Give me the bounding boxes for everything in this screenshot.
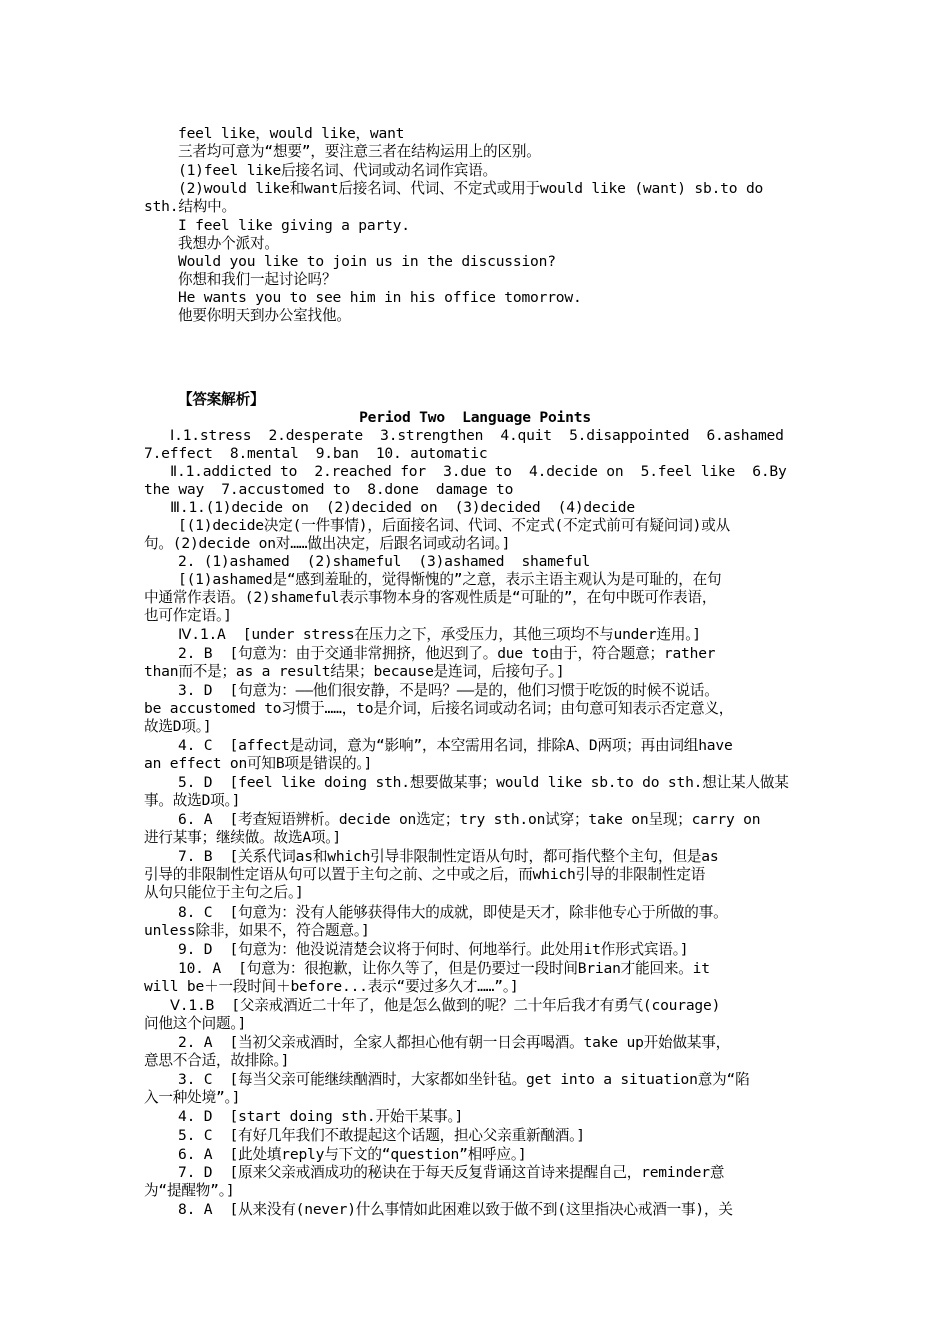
answer-line: 8. A [从来没有(never)什么事情如此困难以致于做不到(这里指决心戒酒一事)，关 <box>178 1201 733 1218</box>
answer-line: 7. D [原来父亲戒酒成功的秘诀在于每天反复背诵这首诗来提醒自己，reminder意 <box>178 1164 725 1181</box>
answer-line: [(1)decide决定(一件事情)，后面接名词、代词、不定式(不定式前可有疑问词)或从 <box>178 517 731 534</box>
answer-line: 4. C [affect是动词，意为“影响”，本空需用名词，排除A、D两项；再由词组have <box>178 737 733 754</box>
intro-line: 三者均可意为“想要”，要注意三者在结构运用上的区别。 <box>178 143 541 160</box>
answer-line: an effect on可知B项是错误的。] <box>144 755 373 772</box>
answer-line: 9. D [句意为：他没说清楚会议将于何时、何地举行。此处用it作形式宾语。] <box>178 941 689 958</box>
answer-line: Ⅰ.1.stress 2.desperate 3.strengthen 4.quit 5.disappointed 6.ashamed <box>170 427 784 444</box>
answer-line: 句。(2)decide on对……做出决定，后跟名词或动名词。] <box>144 535 511 552</box>
intro-line: 你想和我们一起讨论吗？ <box>178 271 337 288</box>
intro-line: feel like，would like，want <box>178 125 405 142</box>
answer-line: 故选D项。] <box>144 718 212 735</box>
answer-line: unless除非，如果不，符合题意。] <box>144 922 370 939</box>
answer-line: 2. (1)ashamed (2)shameful (3)ashamed shameful <box>178 553 591 570</box>
answer-line: 7.effect 8.mental 9.ban 10. automatic <box>144 445 488 462</box>
answer-header: 【答案解析】 <box>178 391 265 408</box>
answer-line: 进行某事；继续做。故选A项。] <box>144 829 341 846</box>
answer-line: 8. C [句意为：没有人能够获得伟大的成就，即使是天才，除非他专心于所做的事。 <box>178 904 728 921</box>
answer-line: 6. A [此处填reply与下文的“question”相呼应。] <box>178 1146 527 1163</box>
intro-line: sth.结构中。 <box>144 198 236 215</box>
answer-line: [(1)ashamed是“感到羞耻的，觉得惭愧的”之意，表示主语主观认为是可耻的，在句 <box>178 571 722 588</box>
answer-line: 4. D [start doing sth.开始干某事。] <box>178 1108 464 1125</box>
answer-line: 为“提醒物”。] <box>144 1182 235 1199</box>
answer-line: 问他这个问题。] <box>144 1015 247 1032</box>
intro-line: (2)would like和want后接名词、代词、不定式或用于would like (want) sb.to do <box>178 180 764 197</box>
answer-line: 引导的非限制性定语从句可以置于主句之前、之中或之后，而which引导的非限制性定语 <box>144 866 706 883</box>
answer-line: 事。故选D项。] <box>144 792 241 809</box>
intro-line: (1)feel like后接名词、代词或动名词作宾语。 <box>178 162 497 179</box>
answer-line: 意思不合适，故排除。] <box>144 1052 290 1069</box>
answer-line: the way 7.accustomed to 8.done damage to <box>144 481 514 498</box>
answer-line: 5. D [feel like doing sth.想要做某事；would like sb.to do sth.想让某人做某 <box>178 774 789 791</box>
answer-line: be accustomed to习惯于……，to是介词，后接名词或动名词；由句意可知表示否定意义， <box>144 700 734 717</box>
answer-line: will be＋一段时间＋before...表示“要过多久才……”。] <box>144 978 519 995</box>
answer-line: 从句只能位于主句之后。] <box>144 884 304 901</box>
answer-line: 2. A [当初父亲戒酒时，全家人都担心他有朝一日会再喝酒。take up开始做某事， <box>178 1034 731 1051</box>
answer-line: Ⅳ.1.A [under stress在压力之下，承受压力，其他三项均不与under连用。] <box>178 626 701 643</box>
answer-line: 3. D [句意为：——他们很安静，不是吗？——是的，他们习惯于吃饭的时候不说话。 <box>178 682 719 699</box>
answer-line: 6. A [考查短语辨析。decide on选定；try sth.on试穿；take on呈现；carry on <box>178 811 761 828</box>
answer-line: 入一种处境”。] <box>144 1089 241 1106</box>
answer-line: 中通常作表语。(2)shameful表示事物本身的客观性质是“可耻的”，在句中既可作表语， <box>144 589 717 606</box>
answer-line: 3. C [每当父亲可能继续酗酒时，大家都如坐针毡。get into a situation意为“陷 <box>178 1071 750 1088</box>
period-title: Period Two Language Points <box>359 409 591 426</box>
intro-line: He wants you to see him in his office tomorrow. <box>178 289 582 306</box>
answer-line: Ⅱ.1.addicted to 2.reached for 3.due to 4.decide on 5.feel like 6.By <box>170 463 787 480</box>
intro-line: Would you like to join us in the discussion? <box>178 253 556 270</box>
answer-line: Ⅴ.1.B [父亲戒酒近二十年了，他是怎么做到的呢？二十年后我才有勇气(courage) <box>170 997 721 1014</box>
intro-line: I feel like giving a party. <box>178 217 410 234</box>
intro-line: 他要你明天到办公室找他。 <box>178 307 351 324</box>
answer-line: 2. B [句意为：由于交通非常拥挤，他迟到了。due to由于，符合题意；rather <box>178 645 716 662</box>
intro-line: 我想办个派对。 <box>178 235 279 252</box>
answer-line: 10. A [句意为：很抱歉，让你久等了，但是仍要过一段时间Brian才能回来。it <box>178 960 710 977</box>
answer-line: Ⅲ.1.(1)decide on (2)decided on (3)decided (4)decide <box>170 499 635 516</box>
answer-line: than而不是；as a result结果；because是连词，后接句子。] <box>144 663 565 680</box>
answer-line: 5. C [有好几年我们不敢提起这个话题，担心父亲重新酗酒。] <box>178 1127 585 1144</box>
answer-line: 也可作定语。] <box>144 607 232 624</box>
answer-line: 7. B [关系代词as和which引导非限制性定语从句时，都可指代整个主句，但是as <box>178 848 719 865</box>
